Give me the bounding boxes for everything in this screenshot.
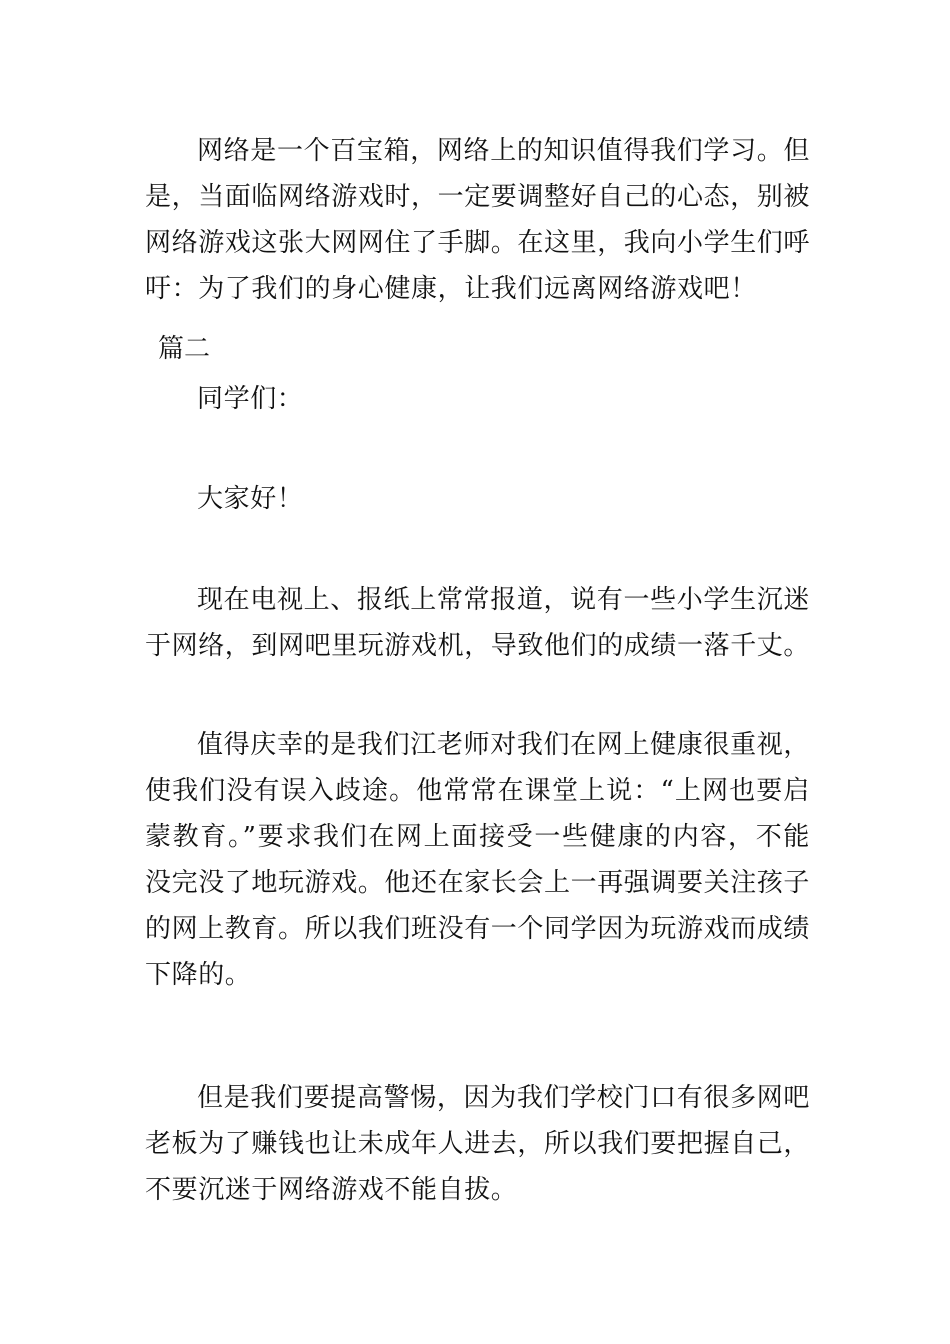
section-heading: 篇二 [158,334,211,364]
paragraph-intro: 网络是一个百宝箱，网络上的知识值得我们学习。但是，当面临网络游戏时，一定要调整好自己的心态，别被网络游戏这张大网网住了手脚。在这里，我向小学生们呼吁：为了我们的身心健康，让我们远离网络游戏吧！ [145,136,811,304]
paragraph-warning: 但是我们要提高警惕，因为我们学校门口有很多网吧老板为了赚钱也让未成年人进去，所以我们要把握自己，不要沉迷于网络游戏不能自拔。 [145,1083,811,1205]
paragraph-teacher: 值得庆幸的是我们江老师对我们在网上健康很重视，使我们没有误入歧途。他常常在课堂上说：“上网也要启蒙教育。”要求我们在网上面接受一些健康的内容，不能没完没了地玩游戏。他还在家长会上一再强调要关注孩子的网上教育。所以我们班没有一个同学因为玩游戏而成绩下降的。 [145,730,811,990]
paragraph-salutation: 同学们： [197,384,304,414]
paragraph-greeting: 大家好！ [197,484,304,514]
paragraph-news: 现在电视上、报纸上常常报道，说有一些小学生沉迷于网络，到网吧里玩游戏机，导致他们的成绩一落千丈。 [145,585,811,661]
